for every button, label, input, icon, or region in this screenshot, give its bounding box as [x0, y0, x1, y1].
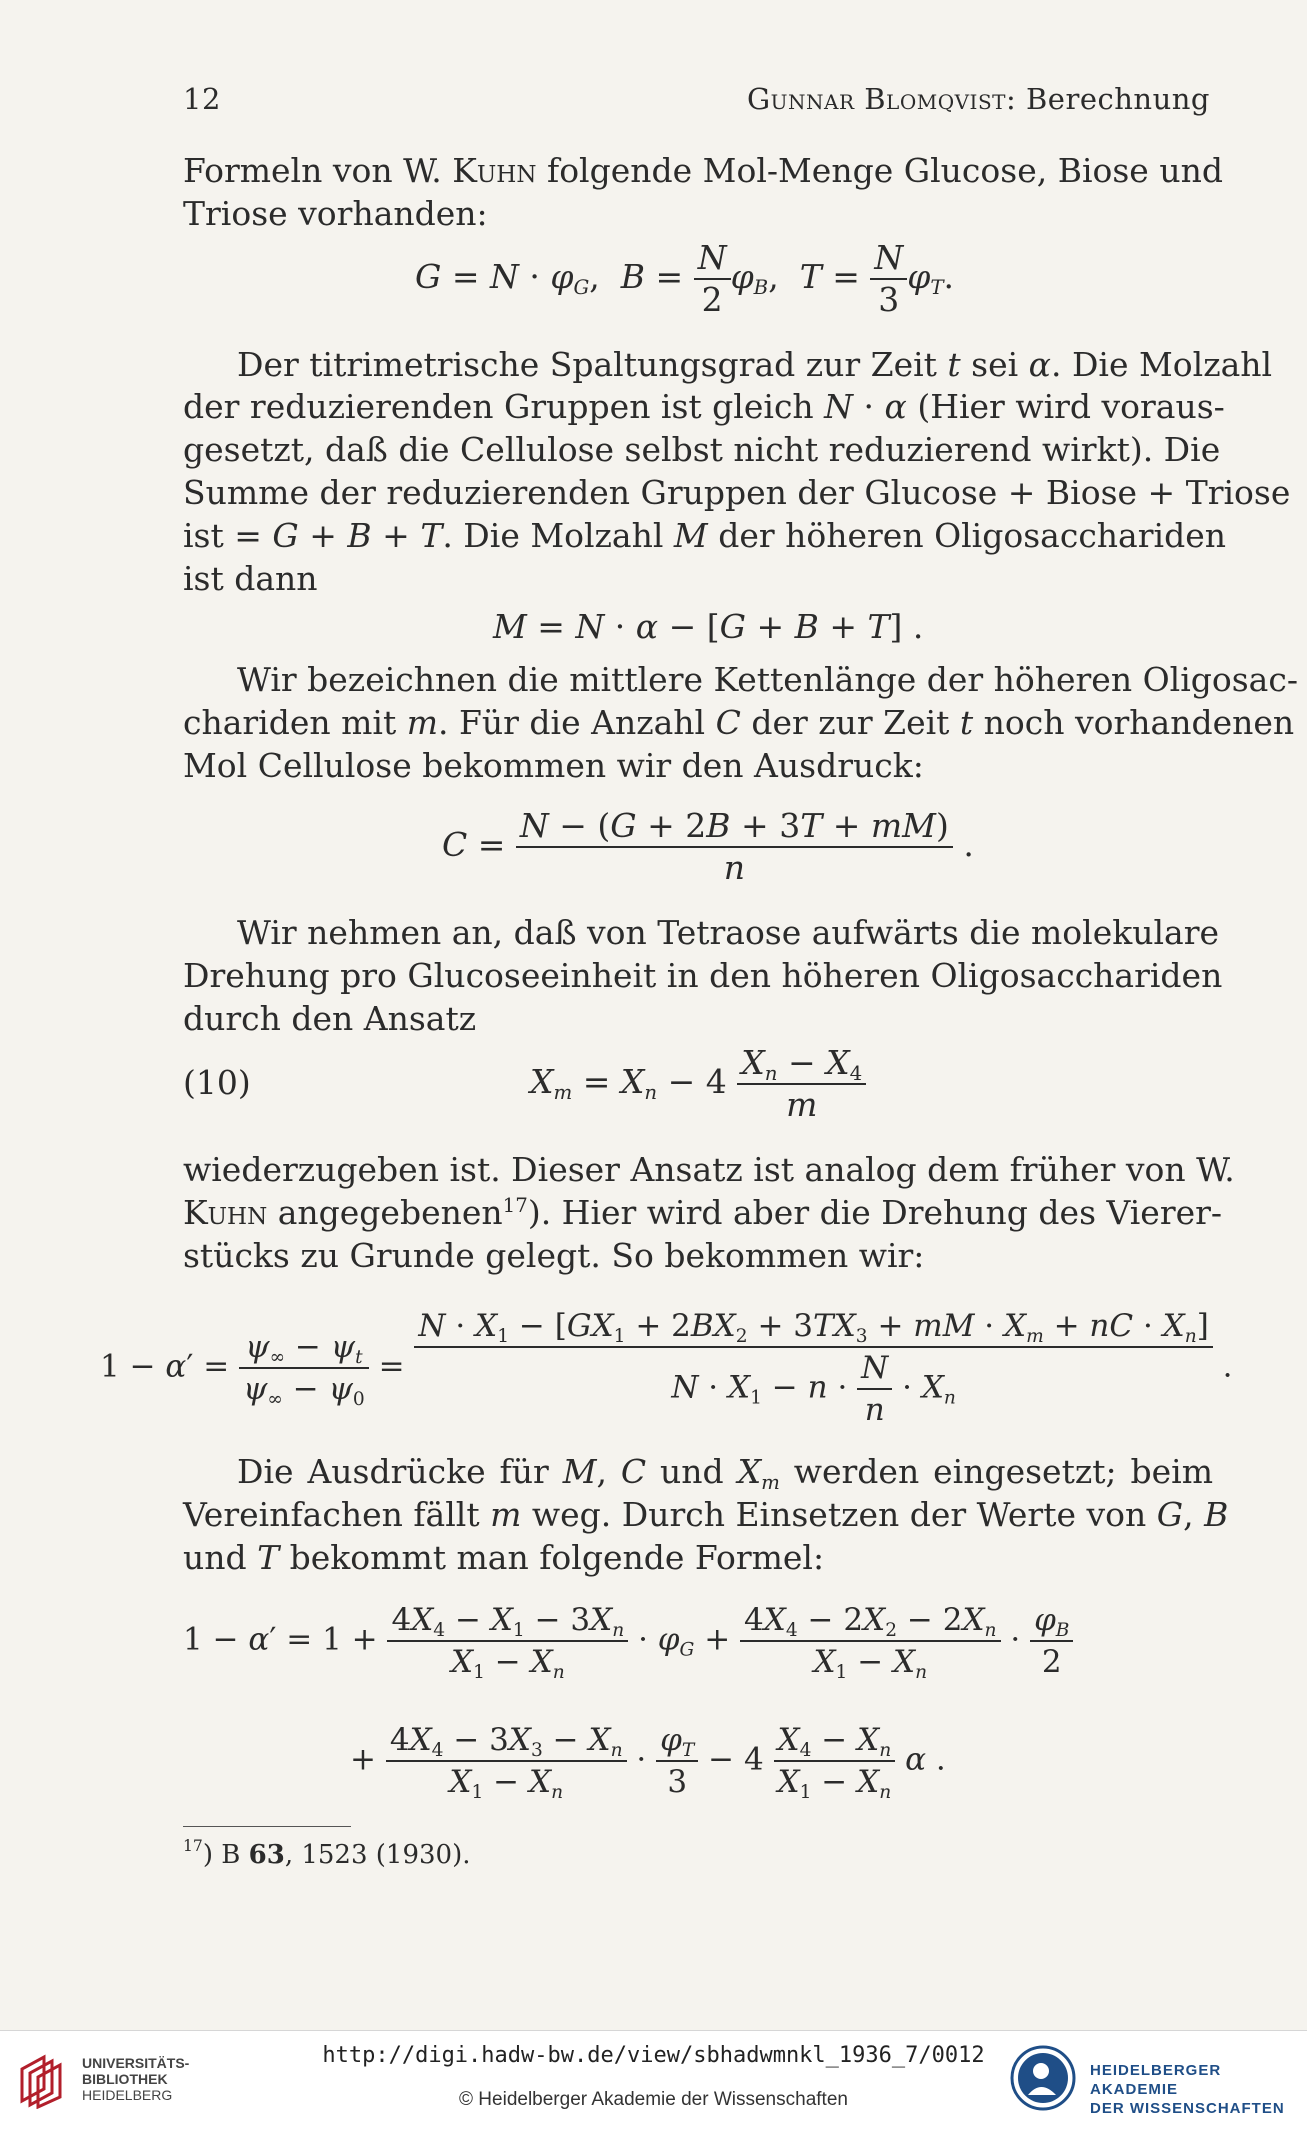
text-line: chariden mit m. Für die Anzahl C der zur Zeit t noch vorhandenen [183, 703, 1295, 742]
text-line: Mol Cellulose bekommen wir den Ausdruck: [183, 746, 924, 785]
text-line: ist = G + B + T. Die Molzahl M der höheren Oligosacchariden [183, 516, 1226, 555]
copyright-notice: © Heidelberger Akademie der Wissenschaften [459, 2089, 848, 2110]
text-line: Triose vorhanden: [183, 194, 488, 233]
footer-bar [0, 2030, 1307, 2130]
equation-alpha-prime: 1 − α′ = $\frac{\psi_\infty - \psi_t}{\psi_\infty - \psi_0}$ = $N \cdot X_1 - [GX_1 + 2BX_2 + 3TX_3$ + mM · $X_m$ + nC · $X_n$] $N \cdot X_1 - n$ · $\frac{N}{n}$ · $X_n$ . [100, 1308, 1233, 1428]
text-line: Drehung pro Glucoseeinheit in den höheren Oligosacchariden [183, 956, 1223, 995]
page-number: 12 [183, 82, 221, 116]
permalink-url[interactable]: http://digi.hadw-bw.de/view/sbhadwmnkl_1936_7/0012 [322, 2043, 985, 2068]
equation-gbt: $G = N \cdot \varphi_G$, B = $\frac{N}{2}$ $\varphi_B$, T = $\frac{N}{3}$ $\varphi_T$. [415, 238, 955, 319]
text-line: Wir nehmen an, daß von Tetraose aufwärts die molekulare [237, 913, 1220, 952]
text-line: gesetzt, daß die Cellulose selbst nicht reduzierend wirkt). Die [183, 430, 1221, 469]
text-line: wiederzugeben ist. Dieser Ansatz ist analog dem früher von W. [183, 1150, 1235, 1189]
university-library-name: UNIVERSITÄTS- BIBLIOTHEK HEIDELBERG [82, 2055, 190, 2103]
text-line: Vereinfachen fällt m weg. Durch Einsetzen der Werte von G, B [183, 1495, 1229, 1534]
text-line: Summe der reduzierenden Gruppen der Glucose + Biose + Triose [183, 473, 1291, 512]
text-line: ist dann [183, 559, 318, 598]
equation-number: (10) [183, 1063, 251, 1102]
equation-xm: $X_m = X_n - 4$ $\frac{X_n - X_4}{m}$ [530, 1043, 866, 1125]
running-title: Gunnar Blomqvist: Berechnung [747, 82, 1210, 116]
equation-m: M = N · α − [G + B + T] . [493, 607, 924, 646]
text-line: Kuhn angegebenen$^{17}$). Hier wird aber die Drehung des Vierer- [183, 1193, 1223, 1232]
equation-final-line2: + $\frac{4X_4 - 3X_3 - X_n}{X_1 - X_n}$ · $\frac{\varphi_T}{3}$ − 4 $\frac{X_4 - X_n}{X_1 - X_n}$ α . [350, 1722, 946, 1803]
footnote: $^{17}$) B 63, 1523 (1930). [183, 1837, 471, 1870]
text-line: Wir bezeichnen die mittlere Kettenlänge der höheren Oligosac- [237, 660, 1298, 699]
text-line: durch den Ansatz [183, 999, 477, 1038]
text-line: und T bekommt man folgende Formel: [183, 1538, 825, 1577]
equation-final-line1: 1 − α′ = 1 + $\frac{4X_4 - X_1 - 3X_n}{X_1 - X_n}$ · $\varphi_G$ + $\frac{4X_4 - 2X_2 - 2X_n}{X_1 - X_n}$ · $\frac{\varphi_B}{2}$ [183, 1600, 1073, 1682]
text-line: der reduzierenden Gruppen ist gleich N · α (Hier wird voraus- [183, 387, 1225, 426]
text-line: Die Ausdrücke für M, C und $X_m$ werden eingesetzt; beim [237, 1452, 1213, 1494]
academy-seal-icon [1010, 2045, 1076, 2111]
equation-c: C = $\frac{N - (G + 2B + 3T + mM)}{n}$ . [442, 806, 974, 887]
academy-name: HEIDELBERGER AKADEMIE DER WISSENSCHAFTEN [1090, 2062, 1285, 2117]
text-line: Der titrimetrische Spaltungsgrad zur Zeit t sei α. Die Molzahl [237, 345, 1273, 384]
footnote-rule [183, 1826, 351, 1827]
text-line: stücks zu Grunde gelegt. So bekommen wir: [183, 1236, 925, 1275]
text-line: Formeln von W. Kuhn folgende Mol-Menge Glucose, Biose und [183, 151, 1223, 190]
